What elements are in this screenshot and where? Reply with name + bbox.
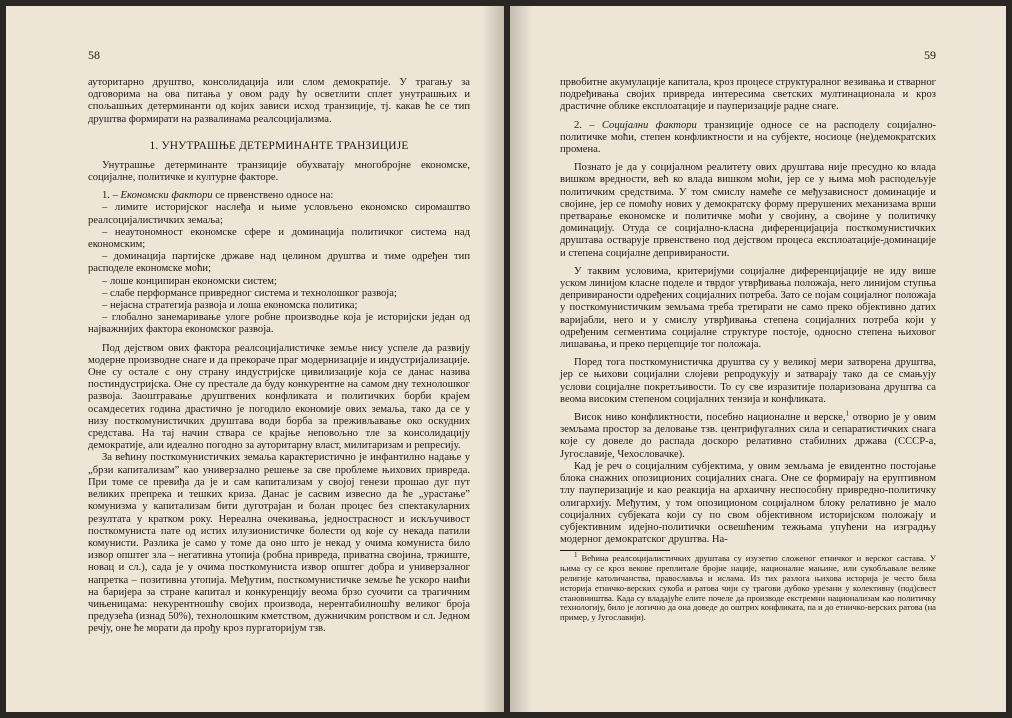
gutter-shadow-left <box>482 6 504 712</box>
paragraph: Под дејством ових фактора реалсоцијалистичке земље нису успеле да развију модерне производне снаге и да прекораче праг модернизације и индустријализације. Оне су остале с ону страну индустријске цивилизације која се данас назива постиндустријска. Оне су престале да буду конкурентне на самом дну технолошког развоја. Заоштравање друштвених конфликата и политичких борби крајем осамдесетих година драстично је погодило економије ових земаља, тако да се у низу посткомунистичких друштава води борба за преживљавање око оскудних средстава. На тај начин ствара се крајње неповољно тле за консолидацију демократије, али идеално погодно за ауторитарну власт, милитаризам и репресију. <box>88 342 470 452</box>
footnote-marker: 1 <box>845 409 850 418</box>
text-run: Висок ниво конфликтности, посебно националне и верске, <box>574 412 846 424</box>
term-economic-factors: Економски фактори <box>120 190 213 202</box>
paragraph: Познато је да у социјалном реалитету ових друштава није пресудно ко влада вишком вредности, већ ко влада вишком моћи, јер се у њима моћ расподељује политичким средствима. У том смислу намеће се међузависност доминације и својине, јер се помоћу нових у демократску форму прерушених механизама врши претварање економске и политичке моћи у својину, а својине у политичку доминацију. Отуда се социјално-класна диференцијација посткомунистичких друштава остварује првенствено под дејством процеса експлоатације-доминације и степена социјалне депривираности. <box>560 162 936 259</box>
paragraph: Кад је реч о социјалним субјектима, у овим земљама је евидентно постојање блока снажних опозиционих социјалних снага. Оне се формирају на еруптивном тлу пауперизације и као реакција на архаичну неспособну привредно-политичку олигархију. Међутим, у том опозиционом социјалном блоку релативно је мало социјалних субјеката који су по свом објективном историјском положају и субјективним идејно-политички освешћеним тежњама упућени на изградњу модерног демократског друштва. На- <box>560 460 936 546</box>
paragraph: Поред тога посткомунистичка друштва су у великој мери затворена друштва, јер се њихови социјални слојеви репродукују и затварају тако да се смањују услови социјалне покретљивости. То су све изразитије поларизована друштва са веома високим степеном социјалних тензија и конфликата. <box>560 357 936 405</box>
paragraph-with-footnote <box>560 409 937 461</box>
footnote-text: Већина реалсоцијалистичких друштава су изузетно сложеног етничког и верског састава. У њима су се кроз векове преплитале бројне нације, националне мањине, или сукобљавале велике религије католичанства, православља и ислама. Из тих разлога њихова историја је често била историја етничко-верских сукоба и ратова чији су трагови дубоко урезани у колективну (под)свест становништва. Када су владајуће елите почеле да производе екстремни национализам као политичку технологију, било је логично да она доведе до оштрих конфликата, па и до етничко-верских ратова (на пример, у Југославији). <box>560 553 936 623</box>
list-item: – лоше конципиран економски систем; <box>102 275 277 287</box>
footnote <box>560 551 936 623</box>
list-item: – лимите историјског наслеђа и њиме условљено економско сиромаштво реалсоцијалистичких земаља; <box>88 202 470 226</box>
gutter-shadow-right <box>510 6 532 712</box>
list-number: 1. – <box>102 190 118 202</box>
list-item: – глобално занемаривање улоге робне производње која је историјски један од најважнијих фактора економског развоја. <box>88 312 470 336</box>
lead-text: транзиције односе се на расподелу социјално-политичке моћи, степен конфликтности и на субјекте, носиоце (не)демократских промена. <box>560 119 937 156</box>
right-page <box>510 6 1006 712</box>
text-run: отворио је у овим земљама простор за деловање тзв. центрифугалних сила и сепаратистичких снага које су довеле до распада доскоро релативно стабилних држава (СССР-а, Југославије, Чехословачке). <box>560 412 937 460</box>
paragraph: првобитне акумулације капитала, кроз процесе структуралног везивања и стварног подређивања својих привреда интересима светских мултинационала и кроз драстичне облике експлоатације и пауперизације радне снаге. <box>560 77 936 113</box>
list-item: – нејасна стратегија развоја и лоша економска политика; <box>102 300 358 312</box>
economic-factors-lead <box>88 190 470 202</box>
list-item: – доминација партијске државе над целином друштва и тиме одређен тип расподеле економске моћи; <box>88 251 470 275</box>
page-number-right: 59 <box>924 48 936 62</box>
page-number-left: 58 <box>88 48 100 62</box>
left-page <box>6 6 504 712</box>
list-number: 2. – <box>574 119 595 131</box>
paragraph: За већину посткомунистичких земаља карактеристично је инфантилно надање у „брзи капитализам” као универзално решење за све проблеме њихових привреда. При томе се превиђа да је и сам капитализам у својој генези прошао дуг пут великих препрека и тешких криза. Данас је сасвим извесно да ће „урастање” комунизма у капитализам бити дуготрајан и болан процес без спектакуларних резултата у кратком року. Нереална очекивања, једнострасност и искључивост посткомуниста пате од истих илузионистичке болести од које су некада патили комунисти. Разлика је само у томе да оно што је некад у очима комуниста било извор општег зла – негативна утопија (робна привреда, приватна својина, тржиште, новац и сл.), сада је у очима посткомуниста извор општег добра и универзалног напретка – позитивна утопија. Међутим, посткомунистичке земље ће ускоро наићи на баријера за стране капитал и конкуренцију веома брзо суочити са трагичним чињеницама: некурентношћу својих производа, нерентабилношћу великог броја предузећа (изнад 50%), технолошким кметством, дужничким ропством и сл. Једном речју, оне ће морати да прођу кроз пургаторијум тзв. <box>88 452 470 635</box>
list-item: – неаутономност економске сфере и доминација политичког система над економским; <box>88 226 470 251</box>
section-heading: 1. УНУТРАШЊЕ ДЕТЕРМИНАНТЕ ТРАНЗИЦИЈЕ <box>149 139 409 152</box>
footnote-number: 1 <box>574 551 578 560</box>
paragraph: Унутрашње детерминанте транзиције обухватају многобројне економске, социјалне, политичке и културне факторе. <box>88 159 470 184</box>
list-item: – слабе перформансе привредног система и технолошког развоја; <box>102 287 397 299</box>
intro-paragraph: ауторитарно друштво, консолидација или слом демократије. У трагању за одговорима на ова питања у овом раду ћу осветлити сплет унутрашњих и спољашњих детерминанти од којих зависи исход транзиције, тј. какав ће се тип друштва формирати на развалинама реалсоцијализма. <box>88 77 470 125</box>
lead-text: се првенствено односе на: <box>215 190 334 202</box>
social-factors-lead <box>560 120 936 157</box>
paragraph: У таквим условима, критеријуми социјалне диференцијације не иду више уском линијом класне поделе и тврдог утврђивања положаја, него линијом ступња депривираности одређених социјалних потреба. Зато се појам социјалног положаја у посткомунистичким земљама треба третирати не само преко објективно датих варијабли, него и у смислу утврђивања степена социјалних потреба који у одређеним сегментима социјалне структуре постоје, односно степена њиховог лишавања, и преко перцепције тог положаја. <box>560 265 936 351</box>
term-social-factors: Социјални фактори <box>601 119 697 131</box>
